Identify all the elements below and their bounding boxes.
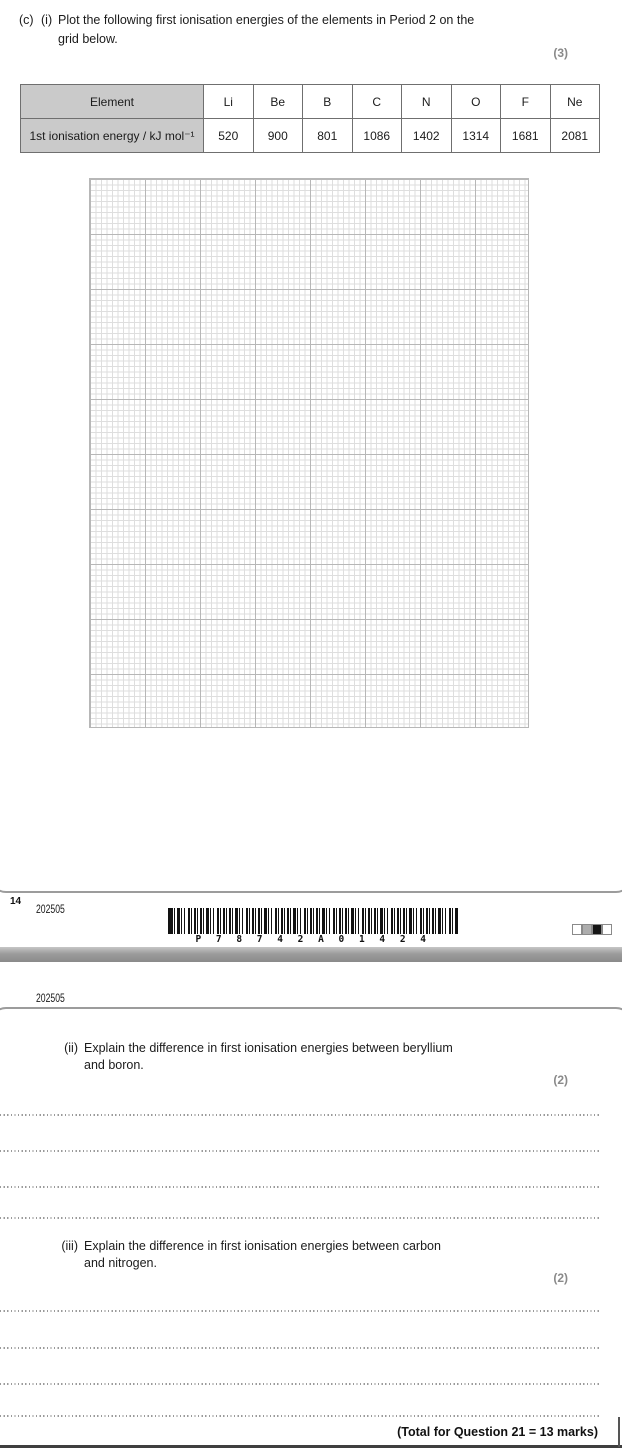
question-subpart-label: (i) [41, 13, 53, 27]
page-edge-segment [618, 1417, 620, 1447]
answer-line[interactable] [0, 1217, 601, 1219]
calibration-patch [602, 924, 612, 935]
element-cell: O [451, 85, 501, 119]
answer-line[interactable] [0, 1150, 601, 1152]
energy-cell: 801 [303, 119, 353, 153]
answer-line[interactable] [0, 1186, 601, 1188]
answer-line[interactable] [0, 1383, 601, 1385]
part-ii-text-line1: Explain the difference in first ionisation energies between beryllium [84, 1041, 453, 1055]
part-iii-label: (iii) [61, 1239, 78, 1253]
answer-line[interactable] [0, 1310, 601, 1312]
energy-cell: 2081 [550, 119, 600, 153]
energy-cell: 1086 [352, 119, 402, 153]
energy-cell: 520 [204, 119, 254, 153]
element-cell: F [501, 85, 551, 119]
section-divider-rule [0, 1445, 622, 1448]
element-cell: B [303, 85, 353, 119]
print-code-page1: 202505 [36, 902, 65, 916]
table-row-elements [21, 85, 600, 119]
question-part-label: (c) [19, 13, 34, 27]
element-cell: Ne [550, 85, 600, 119]
barcode [168, 908, 458, 934]
marks-badge-2-iii: (2) [553, 1271, 568, 1285]
print-code-page2: 202505 [36, 991, 65, 1005]
energy-cell: 900 [253, 119, 303, 153]
element-cell: C [352, 85, 402, 119]
element-cell: Li [204, 85, 254, 119]
question-total-marks: (Total for Question 21 = 13 marks) [397, 1425, 598, 1439]
calibration-patch [572, 924, 582, 935]
calibration-patch [582, 924, 592, 935]
energy-cell: 1681 [501, 119, 551, 153]
part-iii-text-line1: Explain the difference in first ionisation energies between carbon [84, 1239, 441, 1253]
part-iii-text-line2: and nitrogen. [84, 1256, 157, 1270]
element-cell: N [402, 85, 452, 119]
element-cell: Be [253, 85, 303, 119]
question-text-line1: Plot the following first ionisation energies of the elements in Period 2 on the [58, 13, 475, 27]
graph-grid[interactable] [89, 178, 529, 728]
page-separator-bar [0, 947, 622, 962]
answer-line[interactable] [0, 1347, 601, 1349]
answer-line[interactable] [0, 1415, 601, 1417]
table-row-energies [21, 119, 600, 153]
part-ii-text-line2: and boron. [84, 1058, 144, 1072]
barcode-text: P 7 8 7 4 2 A 0 1 4 2 4 [195, 934, 431, 945]
answer-line[interactable] [0, 1114, 601, 1116]
part-ii-label: (ii) [64, 1041, 78, 1055]
question-text-line2: grid below. [58, 32, 118, 46]
energy-row-header: 1st ionisation energy / kJ mol⁻¹ [21, 119, 204, 153]
print-calibration-strip [572, 924, 612, 935]
page-number: 14 [10, 896, 22, 907]
ionisation-energy-table [20, 84, 600, 153]
marks-badge-3: (3) [553, 46, 568, 60]
marks-badge-2-ii: (2) [553, 1073, 568, 1087]
energy-cell: 1402 [402, 119, 452, 153]
calibration-patch [592, 924, 602, 935]
energy-cell: 1314 [451, 119, 501, 153]
element-row-header: Element [21, 85, 204, 119]
